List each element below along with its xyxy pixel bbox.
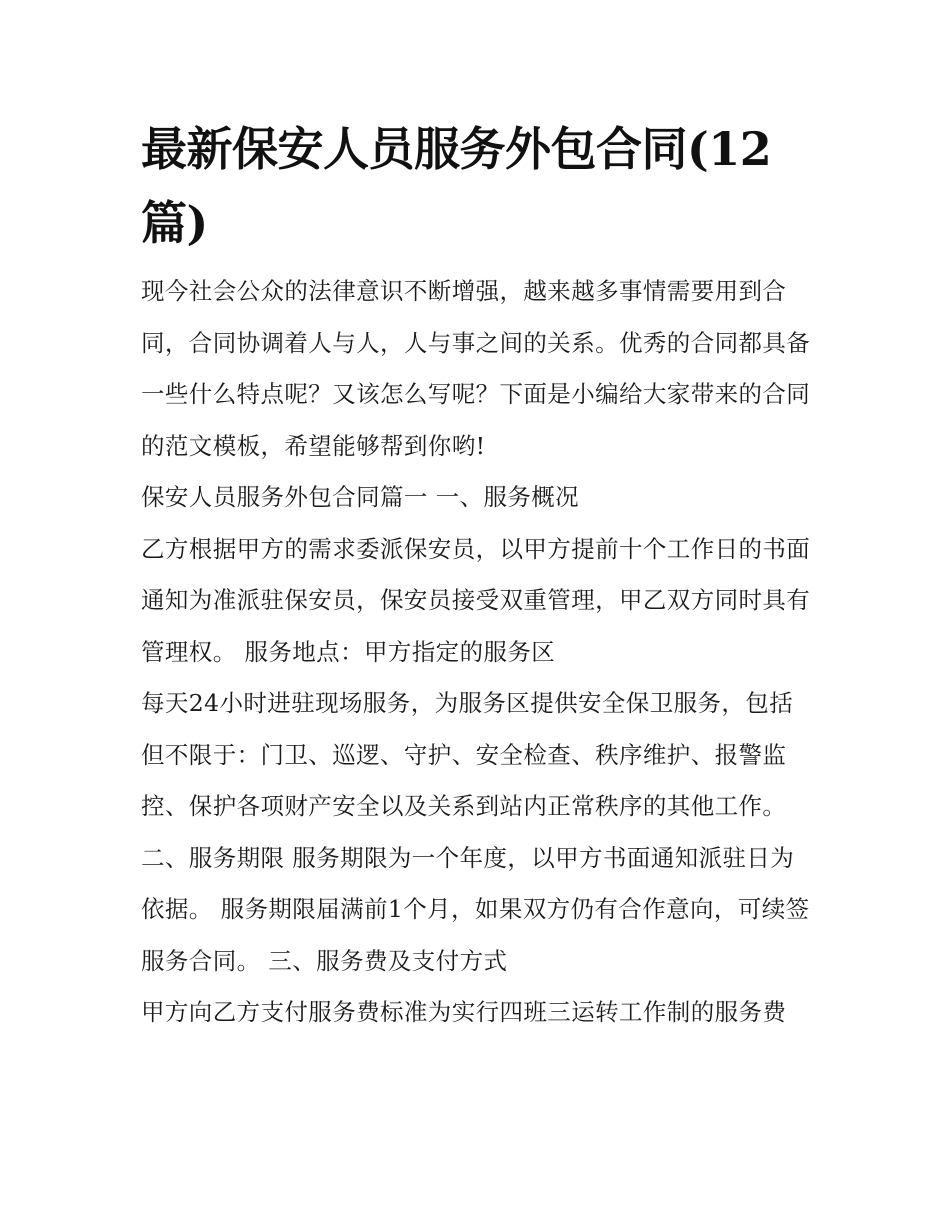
document-body [141,112,813,1039]
document-title: 最新保安人员服务外包合同(12篇) [141,122,772,250]
paragraph-service-scope: 每天24小时进驻现场服务，为服务区提供安全保卫服务，包括但不限于：门卫、巡逻、守护、安全检查、秩序维护、报警监控、保护各项财产安全以及关系到站内正常秩序的其他工作。 [141,689,794,820]
paragraph-service-term: 二、服务期限 服务期限为一个年度，以甲方书面通知派驻日为依据。 服务期限届满前1个月，如果双方仍有合作意向，可续签服务合同。 三、服务费及支付方式 [141,843,810,975]
paragraph-dispatch: 乙方根据甲方的需求委派保安员，以甲方提前十个工作日的书面通知为准派驻保安员，保安员接受双重管理，甲乙双方同时具有管理权。 服务地点：甲方指定的服务区 [141,534,811,666]
intro-paragraph: 现今社会公众的法律意识不断增强，越来越多事情需要用到合同，合同协调着人与人，人与事之间的关系。优秀的合同都具备一些什么特点呢？又该怎么写呢？下面是小编给大家带来的合同的范文模板，希望能够帮到你哟! [141,277,811,460]
paragraph-service-fee: 甲方向乙方支付服务费标准为实行四班三运转工作制的服务费 [141,998,787,1026]
section-heading-overview: 保安人员服务外包合同篇一 一、服务概况 [141,483,580,511]
